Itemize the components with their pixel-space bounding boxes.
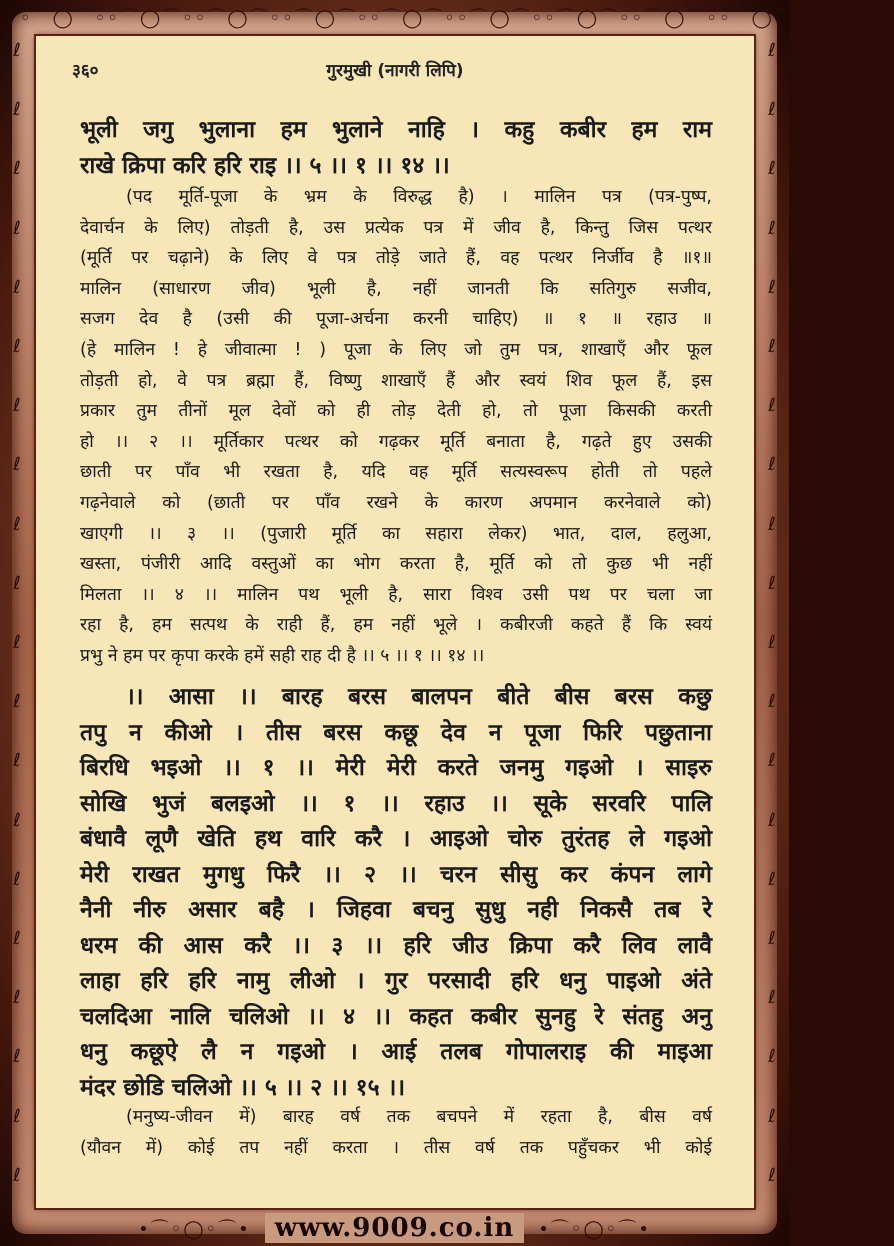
frame-ornament-right: ℓ ℓ ℓ ℓ ℓ ℓ ℓ ℓ ℓ ℓ ℓ ℓ ℓ ℓ ℓ ℓ ℓ ℓ ℓ ℓ — [768, 40, 776, 1186]
commentary-block-2 — [80, 1102, 712, 1163]
verse-line: बंधावै लूणै खेति हथ वारि करै । आइओ चोरु तुरंतह ले गइओ — [80, 826, 712, 852]
verse-line: मेरी राखत मुगधु फिरै ।। २ ।। चरन सीसु कर कंपन लागे — [80, 861, 712, 888]
frame-ornament-top: ◦⌒◯⌒◦◦⌒◯⌒◦◦⌒◯⌒◦◦⌒◯⌒◦◦⌒◯⌒◦◦⌒◯⌒◦◦⌒◯⌒◦◦⌒◯⌒◦◦⌒◯⌒◦◦⌒◯⌒◦ — [20, 8, 894, 29]
frame-ornament-left: ℓ ℓ ℓ ℓ ℓ ℓ ℓ ℓ ℓ ℓ ℓ ℓ ℓ ℓ ℓ ℓ ℓ ℓ ℓ ℓ — [13, 40, 21, 1186]
commentary-block-1 — [80, 182, 712, 672]
verse-line: सोखि भुजं बलइओ ।। १ ।। रहाउ ।। सूके सरवरि पालि — [80, 790, 712, 817]
commentary-line: खस्ता, पंजीरी आदि वस्तुओं का भोग करता है, मूर्ति को तो कुछ भी नहीं — [80, 554, 712, 575]
commentary-line: खाएगी ।। ३ ।। (पुजारी मूर्ति का सहारा लेकर) भात, दाल, हलुआ, — [80, 523, 712, 544]
page-footer — [0, 1210, 789, 1246]
commentary-line: (मूर्ति पर चढ़ाने) के लिए वे पत्र तोड़े जाते हैं, वह पत्थर निर्जीव है ॥१॥ — [80, 248, 712, 269]
book-page — [36, 36, 754, 1208]
verse-line: धनु कछूऐ लै न गइओ । आई तलब गोपालराइ की माइआ — [80, 1039, 713, 1065]
commentary-line: मिलता ।। ४ ।। मालिन पथ भूली है, सारा विश्व उसी पथ पर चला जा — [80, 584, 712, 605]
commentary-line: सजग देव है (उसी की पूजा-अर्चना करनी चाहिए) ॥ १ ॥ रहाउ ॥ — [80, 309, 712, 330]
footer-ornament-right: •⌒◦◯◦⌒• — [538, 1219, 651, 1240]
verse-line: धरम की आस करै ।। ३ ।। हरि जीउ क्रिपा करै लिव लावै — [80, 932, 712, 959]
commentary-line: देवार्चन के लिए) तोड़ती है, उस प्रत्येक पत्र में जीव है, किन्तु जिस पत्थर — [80, 217, 712, 238]
commentary-line: (मनुष्य-जीवन में) बारह वर्ष तक बचपने में रहता है, बीस वर्ष — [126, 1107, 712, 1127]
commentary-line: (यौवन में) कोई तप नहीं करता । तीस वर्ष तक पहुँचकर भी कोई — [80, 1137, 712, 1158]
commentary-line: मालिन (साधारण जीव) भूली है, नहीं जानती कि सतिगुरु सजीव, — [80, 278, 712, 299]
verse-line: नैनी नीरु असार बहै । जिहवा बचनु सुधु नही निकसै तब रे — [80, 897, 712, 923]
commentary-line: प्रकार तुम तीनों मूल देवों को ही तोड़ देती हो, तो पूजा किसकी करती — [80, 401, 712, 422]
commentary-line: गढ़नेवाले को (छाती पर पाँव रखने के कारण अपमान करनेवाले को) — [80, 492, 712, 513]
commentary-line: रहा है, हम सत्पथ के राही हैं, हम नहीं भूले । कबीरजी कहते हैं कि स्वयं — [80, 615, 712, 636]
commentary-line: (हे मालिन ! हे जीवात्मा ! ) पूजा के लिए जो तुम पत्र, शाखाएँ और फूल — [80, 339, 712, 360]
commentary-line: तोड़ती हो, वे पत्र ब्रह्मा हैं, विष्णु शाखाएँ हैं और स्वयं शिव फूल हैं, इस — [80, 370, 712, 391]
verse-line: तपु न कीओ । तीस बरस कछू देव न पूजा फिरि पछुताना — [80, 719, 712, 746]
commentary-line: (पद मूर्ति-पूजा के भ्रम के विरुद्ध है) । मालिन पत्र (पत्र-पुष्प, — [126, 187, 712, 207]
verse-line: लाहा हरि हरि नामु लीओ । गुर परसादी हरि धनु पाइओ अंते — [80, 968, 712, 994]
verse-line: बिरधि भइओ ।। १ ।। मेरी मेरी करते जनमु गइओ । साइरु — [80, 755, 712, 781]
website-link[interactable]: www.9009.co.in — [265, 1213, 525, 1243]
verse-line: ।। आसा ।। बारह बरस बालपन बीते बीस बरस कछु — [126, 684, 712, 710]
verse-block-2 — [80, 680, 712, 1106]
verse-line: चलदिआ नालि चलिओ ।। ४ ।। कहत कबीर सुनहु रे संतहु अनु — [80, 1003, 712, 1030]
verse-line: भूली जगु भुलाना हम भुलाने नाहि । कहु कबीर हम राम — [80, 117, 712, 143]
commentary-line: प्रभु ने हम पर कृपा करके हमें सही राह दी है ।। ५ ।। १ ।। १४ ।। — [80, 645, 485, 666]
footer-ornament-left: •⌒◦◯◦⌒• — [138, 1219, 251, 1240]
verse-line: मंदर छोडि चलिओ ।। ५ ।। २ ।। १५ ।। — [80, 1074, 406, 1101]
running-title: गुरमुखी (नागरी लिपि) — [326, 61, 464, 81]
verse-line: राखे क्रिपा करि हरि राइ ।। ५ ।। १ ।। १४ ।। — [80, 153, 450, 179]
commentary-line: छाती पर पाँव भी रखता है, यदि वह मूर्ति सत्यस्वरूप होती तो पहले — [80, 462, 712, 483]
verse-block-1 — [80, 112, 712, 184]
page-number: ३६० — [72, 61, 99, 81]
page-header — [36, 54, 754, 84]
commentary-line: हो ।। २ ।। मूर्तिकार पत्थर को गढ़कर मूर्ति बनाता है, गढ़ते हुए उसकी — [80, 431, 712, 452]
